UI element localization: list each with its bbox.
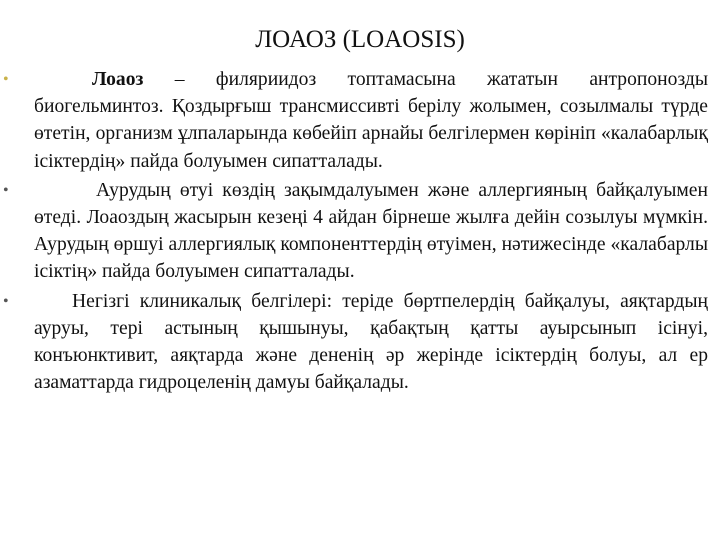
bullet-2-text: Аурудың өтуі көздің зақымдалуымен және аллергияның байқалуымен өтеді. Лоаоздың жасырын кезеңі 4 айдан бірнеше жылға дейін созылуы мүмкін. Аурудың өршуі аллергиялық компоненттердің өтуімен, нәтижесінде «калабарлы ісіктің» пайда болуымен сипатталады.	[34, 179, 708, 283]
bullet-marker-icon: •	[3, 181, 9, 199]
slide-title	[0, 24, 720, 56]
bullet-list	[0, 66, 720, 396]
bullet-1-text: – филяриидоз топтамасына жататын антропонозды биогельминтоз. Қоздырғыш трансмиссивті берілу жолымен, созылмалы түрде өтетін, организм ұлпаларында көбейіп арнайы белгілермен көрініп «калабарлық ісіктердің» пайда болуымен сипатталады.	[34, 69, 708, 172]
bullet-marker-icon: •	[3, 71, 9, 88]
bullet-marker-icon: •	[3, 292, 9, 310]
slide-title-text: ЛОАОЗ (LOAOSIS)	[255, 26, 465, 53]
bullet-item-2	[0, 177, 720, 286]
bullet-item-1	[0, 66, 720, 175]
bullet-3-text: Негізгі клиникалық белгілері: теріде бөртпелердің байқалуы, аяқтардың ауруы, тері астының қышынуы, қабақтың қатты ауырсынып ісінуі, конъюнктивит, аяқтарда және дененің әр жерінде ісіктердің болуы, ал ер азаматтарда гидроцеленің дамуы байқалады.	[34, 290, 708, 394]
bullet-item-3	[0, 288, 720, 397]
bullet-1-lead-term: Лоаоз	[92, 69, 144, 90]
